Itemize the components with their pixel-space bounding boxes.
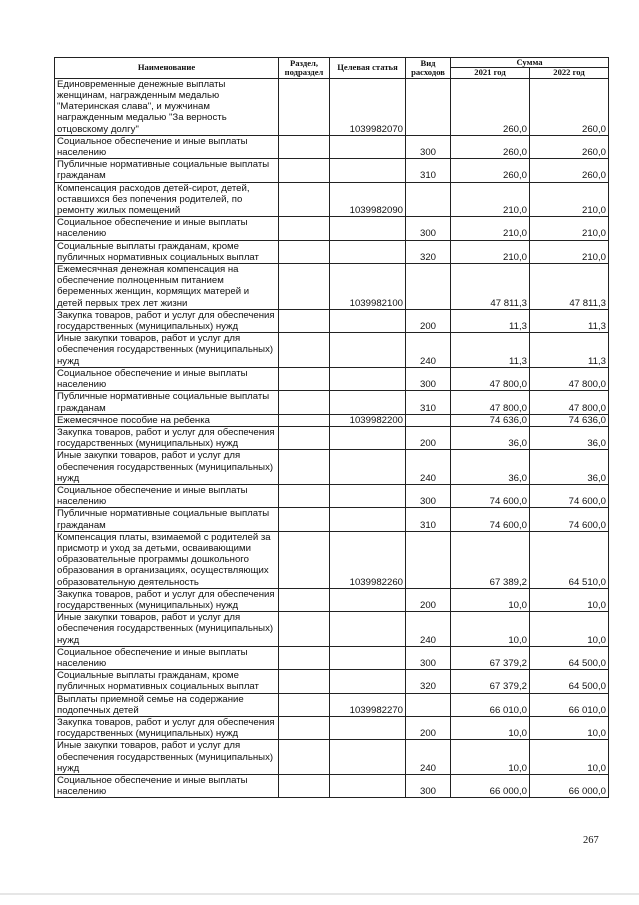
cell-target — [330, 646, 406, 669]
cell-name: Иные закупки товаров, работ и услуг для обеспечения государственных (муниципальных) нужд — [55, 450, 279, 485]
cell-2021: 47 800,0 — [451, 367, 530, 390]
cell-2021: 10,0 — [451, 612, 530, 647]
cell-name: Закупка товаров, работ и услуг для обеспечения государственных (муниципальных) нужд — [55, 716, 279, 739]
cell-target: 1039982270 — [330, 693, 406, 716]
cell-2022: 10,0 — [530, 740, 609, 775]
cell-section — [279, 531, 330, 588]
table-row — [55, 484, 609, 507]
cell-name: Ежемесячное пособие на ребенка — [55, 414, 279, 426]
cell-2022: 11,3 — [530, 333, 609, 368]
table-row — [55, 367, 609, 390]
cell-name: Социальное обеспечение и иные выплаты населению — [55, 135, 279, 158]
header-year-2022: 2022 год — [530, 68, 609, 78]
cell-2021: 210,0 — [451, 182, 530, 217]
cell-target — [330, 217, 406, 240]
cell-name: Закупка товаров, работ и услуг для обеспечения государственных (муниципальных) нужд — [55, 588, 279, 611]
table-row — [55, 670, 609, 693]
cell-name: Социальное обеспечение и иные выплаты населению — [55, 484, 279, 507]
table-row — [55, 217, 609, 240]
cell-name: Публичные нормативные социальные выплаты гражданам — [55, 508, 279, 531]
cell-2022: 36,0 — [530, 450, 609, 485]
cell-type: 240 — [406, 740, 451, 775]
cell-section — [279, 612, 330, 647]
cell-name: Социальное обеспечение и иные выплаты населению — [55, 646, 279, 669]
cell-name: Выплаты приемной семье на содержание подопечных детей — [55, 693, 279, 716]
cell-2022: 47 811,3 — [530, 264, 609, 310]
cell-target: 1039982260 — [330, 531, 406, 588]
cell-target: 1039982100 — [330, 264, 406, 310]
cell-section — [279, 646, 330, 669]
table-row — [55, 135, 609, 158]
table-row — [55, 612, 609, 647]
cell-2022: 66 010,0 — [530, 693, 609, 716]
budget-table — [54, 57, 609, 798]
cell-type — [406, 78, 451, 135]
cell-target — [330, 309, 406, 332]
cell-2022: 210,0 — [530, 217, 609, 240]
cell-2021: 66 010,0 — [451, 693, 530, 716]
cell-section — [279, 716, 330, 739]
cell-type: 310 — [406, 391, 451, 414]
cell-type: 200 — [406, 426, 451, 449]
cell-target — [330, 135, 406, 158]
cell-2022: 64 500,0 — [530, 670, 609, 693]
cell-type: 310 — [406, 508, 451, 531]
cell-type — [406, 693, 451, 716]
cell-2022: 64 500,0 — [530, 646, 609, 669]
cell-name: Публичные нормативные социальные выплаты гражданам — [55, 391, 279, 414]
cell-type — [406, 264, 451, 310]
cell-target — [330, 426, 406, 449]
cell-section — [279, 309, 330, 332]
cell-section — [279, 159, 330, 182]
cell-section — [279, 333, 330, 368]
table-row — [55, 588, 609, 611]
cell-type: 320 — [406, 240, 451, 263]
cell-2022: 260,0 — [530, 78, 609, 135]
cell-2021: 210,0 — [451, 240, 530, 263]
cell-2021: 67 389,2 — [451, 531, 530, 588]
cell-type: 300 — [406, 217, 451, 240]
cell-2022: 47 800,0 — [530, 391, 609, 414]
cell-type: 200 — [406, 716, 451, 739]
cell-2022: 11,3 — [530, 309, 609, 332]
cell-section — [279, 135, 330, 158]
cell-section — [279, 217, 330, 240]
table-row — [55, 508, 609, 531]
table-row — [55, 531, 609, 588]
table-row — [55, 716, 609, 739]
cell-name: Закупка товаров, работ и услуг для обеспечения государственных (муниципальных) нужд — [55, 426, 279, 449]
cell-section — [279, 693, 330, 716]
cell-2022: 10,0 — [530, 612, 609, 647]
cell-target — [330, 391, 406, 414]
cell-2022: 210,0 — [530, 240, 609, 263]
table-row — [55, 159, 609, 182]
cell-2022: 74 600,0 — [530, 484, 609, 507]
cell-name: Компенсация расходов детей-сирот, детей, оставшихся без попечения родителей, по ремонту жилых помещений — [55, 182, 279, 217]
cell-name: Иные закупки товаров, работ и услуг для обеспечения государственных (муниципальных) нужд — [55, 740, 279, 775]
table-row — [55, 78, 609, 135]
cell-2022: 260,0 — [530, 159, 609, 182]
cell-section — [279, 426, 330, 449]
cell-section — [279, 240, 330, 263]
cell-2021: 260,0 — [451, 159, 530, 182]
cell-name: Иные закупки товаров, работ и услуг для обеспечения государственных (муниципальных) нужд — [55, 612, 279, 647]
cell-type — [406, 531, 451, 588]
cell-2021: 10,0 — [451, 588, 530, 611]
cell-2021: 47 811,3 — [451, 264, 530, 310]
cell-section — [279, 391, 330, 414]
cell-name: Социальное обеспечение и иные выплаты населению — [55, 367, 279, 390]
cell-section — [279, 588, 330, 611]
table-row — [55, 264, 609, 310]
cell-target — [330, 670, 406, 693]
cell-target — [330, 508, 406, 531]
cell-2021: 47 800,0 — [451, 391, 530, 414]
cell-2021: 210,0 — [451, 217, 530, 240]
cell-type: 310 — [406, 159, 451, 182]
cell-section — [279, 78, 330, 135]
cell-target — [330, 588, 406, 611]
cell-2021: 66 000,0 — [451, 775, 530, 798]
cell-2021: 74 600,0 — [451, 484, 530, 507]
cell-section — [279, 484, 330, 507]
cell-type — [406, 414, 451, 426]
cell-2021: 74 600,0 — [451, 508, 530, 531]
cell-2022: 210,0 — [530, 182, 609, 217]
cell-section — [279, 264, 330, 310]
header-target: Целевая статья — [330, 58, 406, 79]
cell-name: Социальные выплаты гражданам, кроме публичных нормативных социальных выплат — [55, 240, 279, 263]
header-section: Раздел, подраздел — [279, 58, 330, 79]
cell-2021: 11,3 — [451, 309, 530, 332]
table-row — [55, 182, 609, 217]
header-name: Наименование — [55, 58, 279, 79]
cell-target — [330, 740, 406, 775]
cell-2022: 64 510,0 — [530, 531, 609, 588]
cell-name: Компенсация платы, взимаемой с родителей за присмотр и уход за детьми, осваивающими образовательные программы дошкольного образования в организациях, осуществляющих образовательную деятельность — [55, 531, 279, 588]
cell-2022: 47 800,0 — [530, 367, 609, 390]
cell-2021: 36,0 — [451, 450, 530, 485]
cell-type: 300 — [406, 646, 451, 669]
cell-type: 300 — [406, 484, 451, 507]
cell-2022: 10,0 — [530, 588, 609, 611]
cell-2022: 66 000,0 — [530, 775, 609, 798]
cell-target — [330, 450, 406, 485]
cell-2022: 74 636,0 — [530, 414, 609, 426]
cell-type: 200 — [406, 588, 451, 611]
cell-2021: 260,0 — [451, 78, 530, 135]
cell-target — [330, 716, 406, 739]
cell-name: Социальное обеспечение и иные выплаты населению — [55, 775, 279, 798]
cell-type: 240 — [406, 612, 451, 647]
cell-target — [330, 367, 406, 390]
cell-name: Социальное обеспечение и иные выплаты населению — [55, 217, 279, 240]
table-row — [55, 646, 609, 669]
cell-2021: 260,0 — [451, 135, 530, 158]
cell-2021: 11,3 — [451, 333, 530, 368]
cell-2021: 10,0 — [451, 716, 530, 739]
cell-section — [279, 508, 330, 531]
header-type: Вид расходов — [406, 58, 451, 79]
table-row — [55, 414, 609, 426]
table-row — [55, 450, 609, 485]
cell-target: 1039982090 — [330, 182, 406, 217]
cell-2022: 260,0 — [530, 135, 609, 158]
cell-2022: 10,0 — [530, 716, 609, 739]
cell-2021: 67 379,2 — [451, 646, 530, 669]
cell-target — [330, 484, 406, 507]
page-number: 267 — [583, 835, 599, 846]
cell-type — [406, 182, 451, 217]
cell-target — [330, 240, 406, 263]
cell-2022: 74 600,0 — [530, 508, 609, 531]
cell-type: 200 — [406, 309, 451, 332]
cell-type: 240 — [406, 333, 451, 368]
cell-target — [330, 612, 406, 647]
cell-section — [279, 740, 330, 775]
cell-2021: 10,0 — [451, 740, 530, 775]
cell-2021: 74 636,0 — [451, 414, 530, 426]
cell-section — [279, 367, 330, 390]
cell-section — [279, 182, 330, 217]
cell-2021: 67 379,2 — [451, 670, 530, 693]
cell-target — [330, 159, 406, 182]
cell-name: Социальные выплаты гражданам, кроме публичных нормативных социальных выплат — [55, 670, 279, 693]
cell-2021: 36,0 — [451, 426, 530, 449]
cell-name: Закупка товаров, работ и услуг для обеспечения государственных (муниципальных) нужд — [55, 309, 279, 332]
table-row — [55, 775, 609, 798]
cell-target — [330, 333, 406, 368]
cell-name: Единовременные денежные выплаты женщинам, награжденным медалью "Материнская слава", и мужчинам награжденным медалью "За верность отцовскому долгу" — [55, 78, 279, 135]
cell-section — [279, 670, 330, 693]
cell-section — [279, 450, 330, 485]
cell-type: 300 — [406, 367, 451, 390]
cell-type: 300 — [406, 775, 451, 798]
table-row — [55, 693, 609, 716]
cell-section — [279, 414, 330, 426]
table-row — [55, 309, 609, 332]
cell-name: Публичные нормативные социальные выплаты гражданам — [55, 159, 279, 182]
cell-target: 1039982070 — [330, 78, 406, 135]
table-row — [55, 391, 609, 414]
cell-type: 320 — [406, 670, 451, 693]
header-sum: Сумма — [451, 58, 609, 68]
header-year-2021: 2021 год — [451, 68, 530, 78]
table-row — [55, 426, 609, 449]
cell-type: 300 — [406, 135, 451, 158]
cell-target: 1039982200 — [330, 414, 406, 426]
cell-section — [279, 775, 330, 798]
cell-target — [330, 775, 406, 798]
table-row — [55, 740, 609, 775]
table-row — [55, 333, 609, 368]
scan-edge-divider — [0, 893, 639, 895]
cell-name: Ежемесячная денежная компенсация на обеспечение полноценным питанием беременных женщин, кормящих матерей и детей первых трех лет жизни — [55, 264, 279, 310]
cell-type: 240 — [406, 450, 451, 485]
cell-2022: 36,0 — [530, 426, 609, 449]
cell-name: Иные закупки товаров, работ и услуг для обеспечения государственных (муниципальных) нужд — [55, 333, 279, 368]
table-row — [55, 240, 609, 263]
